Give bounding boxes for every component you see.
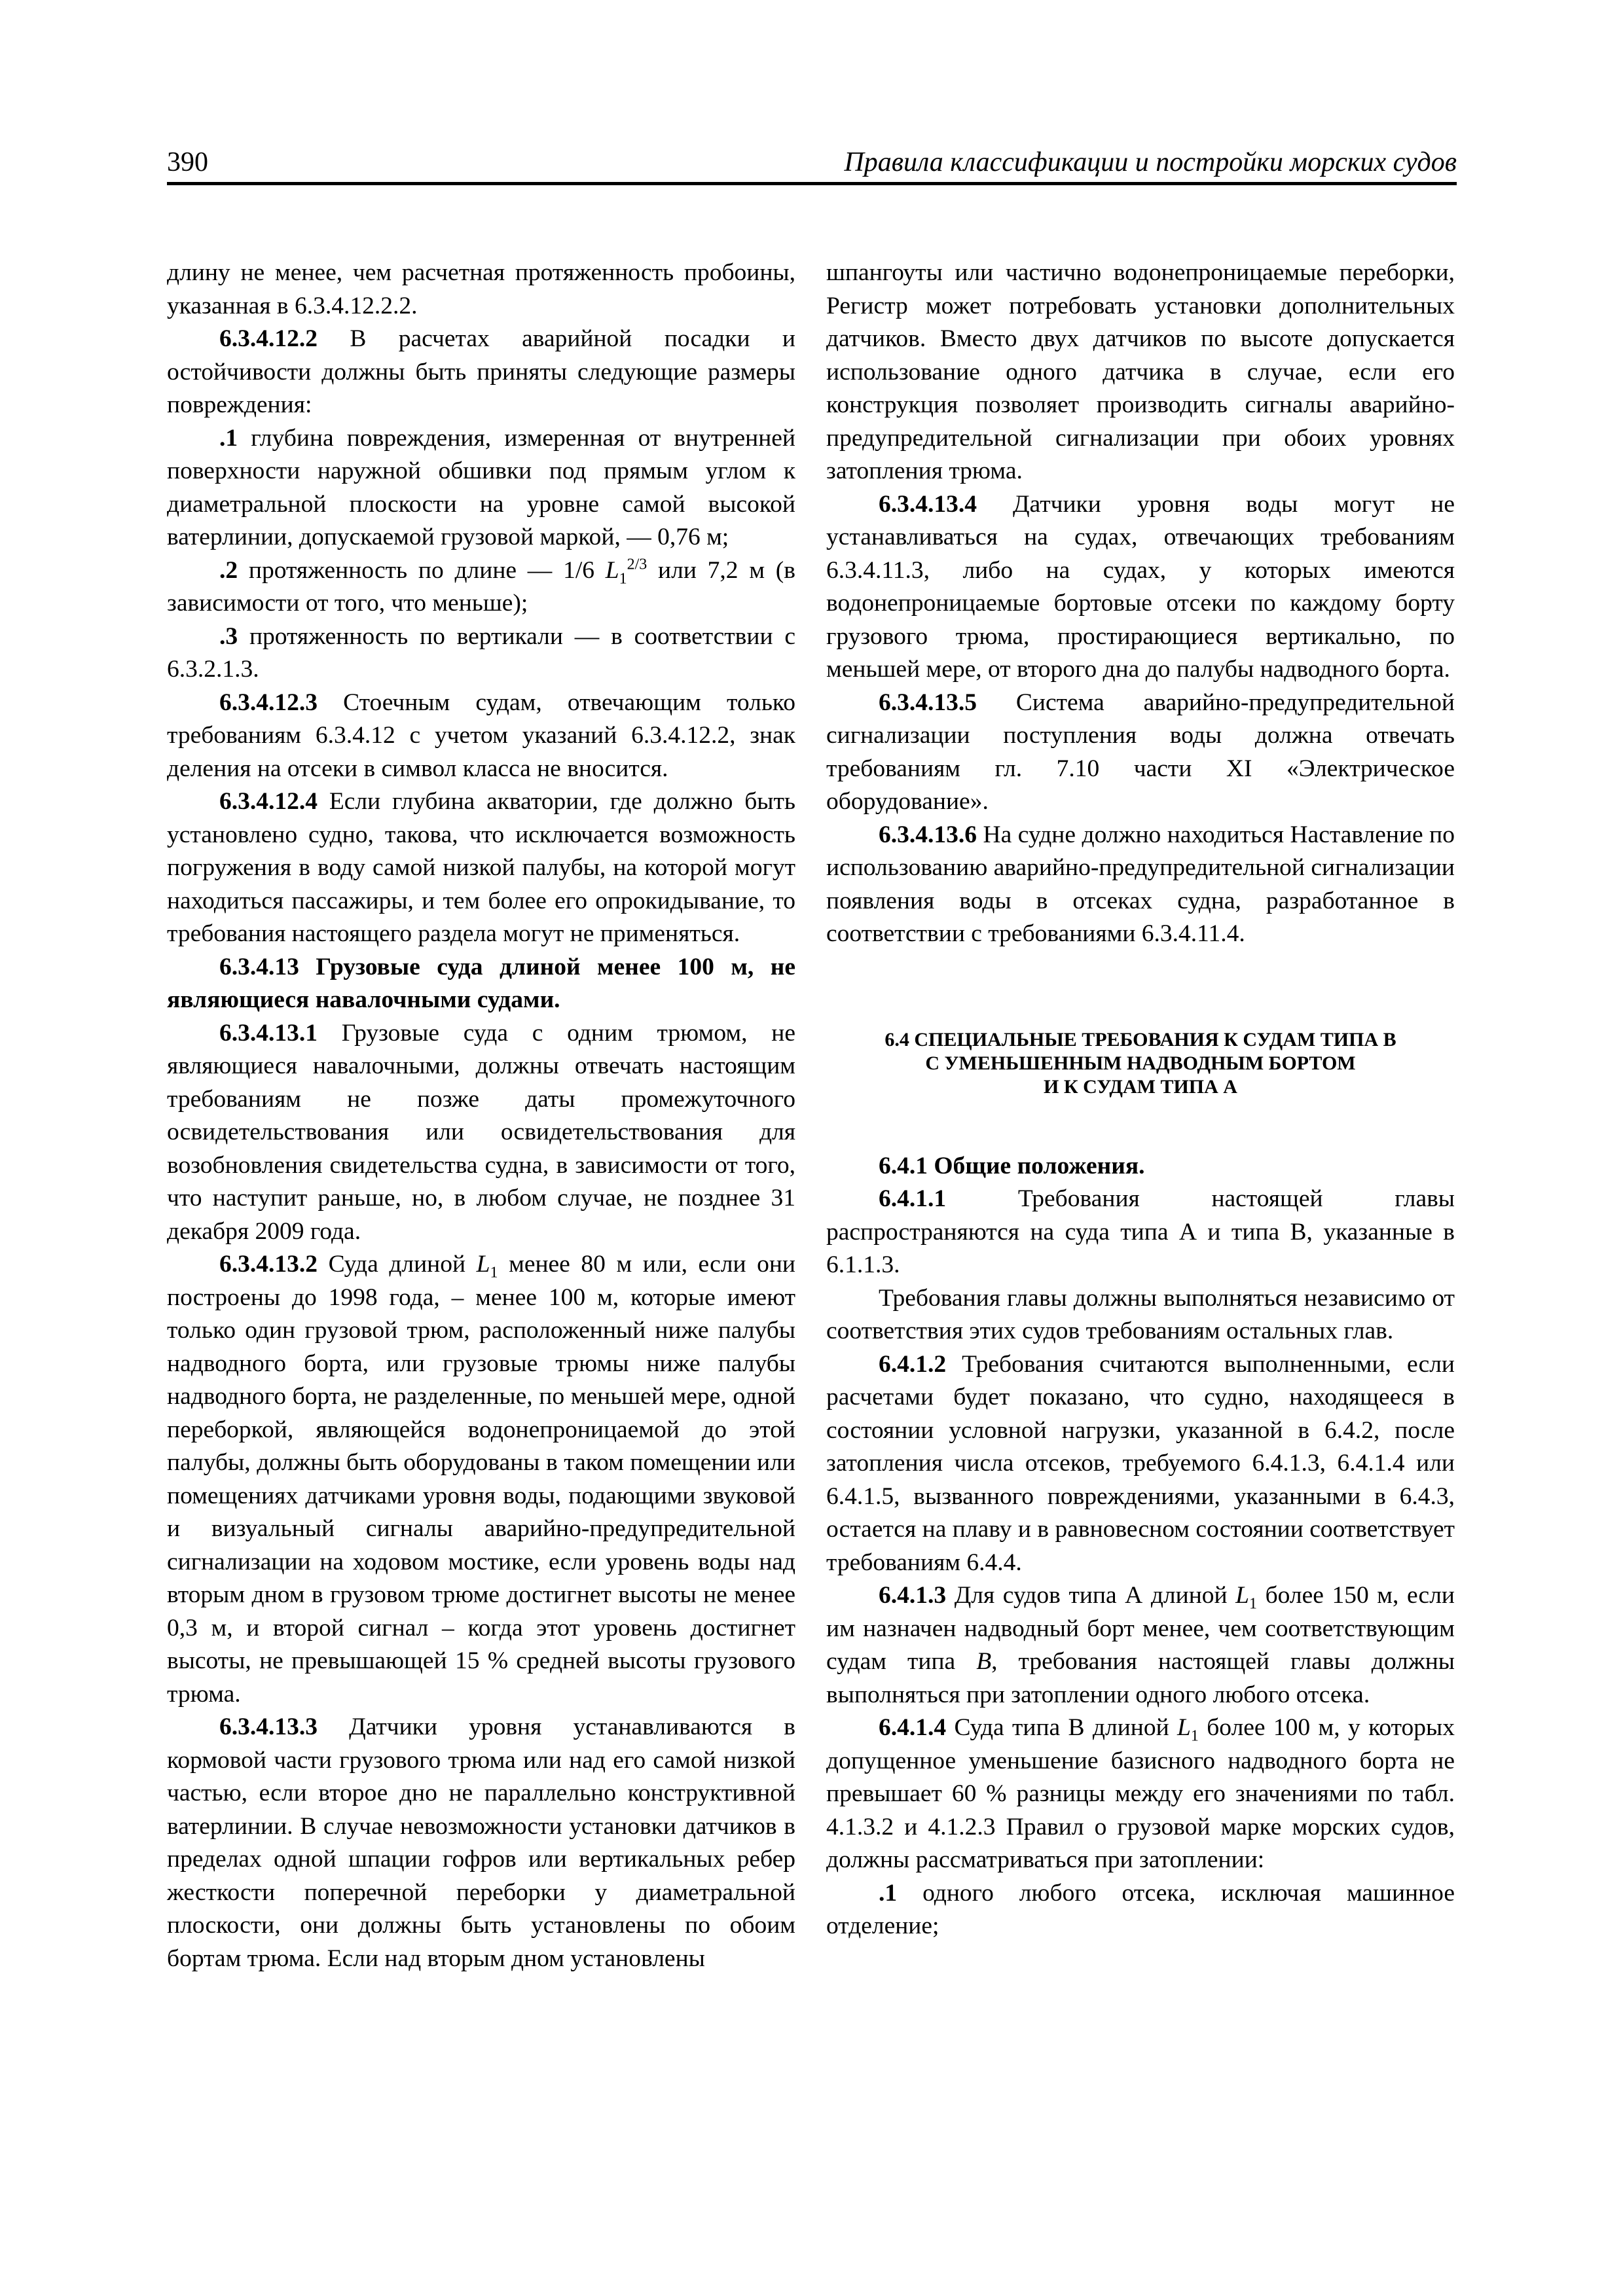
clause-number: 6.3.4.13.5 [879,689,977,716]
item-number: .3 [219,622,238,650]
paragraph: 6.3.4.12.3 Стоечным судам, отвечающим только требованиям 6.3.4.12 с учетом указаний 6.3.4.12.2, знак деления на отсеки в символ класса не вносится. [167,689,795,782]
list-item: .3 протяженность по вертикали — в соответствии с 6.3.2.1.3. [167,622,795,683]
page-number: 390 [167,147,208,177]
paragraph: 6.3.4.12.2 В расчетах аварийной посадки и остойчивости должны быть приняты следующие размеры повреждения: [167,325,795,418]
paragraph: 6.3.4.13.6 На судне должно находиться Наставление по использованию аварийно-предупредительной сигнализации появления воды в отсеках судна, разработанное в соответствии с требованиями 6.3.4.11.4. [826,821,1455,947]
paragraph: шпангоуты или частично водонепроницаемые переборки, Регистр может потребовать установки дополнительных датчиков. Вместо двух датчиков по высоте допускается использование одного датчика в случае, если его конструкция позволяет производить сигналы аварийно-предупредительной сигнализации при обоих уровнях затопления трюма. [826,259,1455,484]
item-number: .2 [219,556,238,584]
section-heading-line: 6.4 СПЕЦИАЛЬНЫЕ ТРЕБОВАНИЯ К СУДАМ ТИПА B [884,1028,1396,1050]
paragraph: 6.4.1.3 Для судов типа А длиной $L_1$ более 150 м, если им назначен надводный борт менее, чем соответствующим судам типа B, требования настоящей главы должны выполняться при затоплении одного любого отсека. [826,1582,1455,1708]
section-heading [826,1028,1455,1099]
clause-number: 6.3.4.13.6 [879,821,977,848]
clause-number: 6.4.1.2 [879,1350,947,1378]
clause-number: 6.3.4.12.4 [219,788,318,815]
right-column [826,257,1455,1943]
paragraph: 6.3.4.13.3 Датчики уровня устанавливаются в кормовой части грузового трюма или над его самой низкой частью, если второе дно не параллельно конструктивной ватерлинии. В случае невозможности установки датчиков в пределах одной шпации гофров или вертикальных ребер жесткости поперечной переборки у диаметральной плоскости, они должны быть установлены по обоим бортам трюма. Если над вторым дном установлены [167,1713,795,1972]
section-heading-line: С УМЕНЬШЕННЫМ НАДВОДНЫМ БОРТОМ [925,1052,1356,1074]
paragraph: 6.3.4.13.2 Суда длиной $L_1$ менее 80 м или, если они построены до 1998 года, – менее 100 м, которые имеют только один грузовой трюм, расположенный ниже палубы надводного борта, или грузовые трюмы ниже палубы надводного борта, не разделенные, по меньшей мере, одной переборкой, являющейся водонепроницаемой до этой палубы, должны быть оборудованы в таком помещении или помещениях датчиками уровня воды, подающими звуковой и визуальный сигналы аварийно-предупредительной сигнализации на ходовом мостике, если уровень воды над вторым дном в грузовом трюме достигнет высоты не менее 0,3 м, и второй сигнал – когда этот уровень достигнет высоты, не превышающей 15 % средней высоты грузового трюма. [167,1251,795,1708]
paragraph: 6.3.4.12.4 Если глубина акватории, где должно быть установлено судно, такова, что исключается возможность погружения в воду самой низкой палубы, на которой могут находиться пассажиры, и тем более его опрокидывание, то требования настоящего раздела могут не применяться. [167,788,795,947]
subsection-heading: 6.3.4.13 Грузовые суда длиной менее 100 м, не являющиеся навалочными судами. [167,953,795,1013]
clause-number: 6.4.1.4 [879,1714,947,1741]
item-number: .1 [219,424,238,452]
running-title: Правила классификации и постройки морских судов [844,147,1457,177]
list-item: .1 одного любого отсека, исключая машинное отделение; [826,1879,1455,1939]
paragraph: длину не менее, чем расчетная протяженность пробоины, указанная в 6.3.4.12.2.2. [167,259,795,319]
paragraph: 6.4.1.2 Требования считаются выполненными, если расчетами будет показано, что судно, находящееся в состоянии условной нагрузки, указанной в 6.4.2, после затопления числа отсеков, требуемого 6.4.1.3, 6.4.1.4 или 6.4.1.5, вызванного повреждениями, указанными в 6.4.3, остается на плаву и в равновесном состоянии соответствует требованиям 6.4.4. [826,1350,1455,1576]
paragraph: Требования главы должны выполняться независимо от соответствия этих судов требованиям остальных глав. [826,1284,1455,1344]
clause-number: 6.3.4.12.3 [219,689,318,716]
clause-number: 6.3.4.13.4 [879,490,977,518]
item-number: .1 [879,1879,898,1907]
paragraph: 6.3.4.13.4 Датчики уровня воды могут не устанавливаться на судах, отвечающих требованиям 6.3.4.11.3, либо на судах, у которых имеются водонепроницаемые бортовые отсеки по каждому борту грузового трюма, простирающиеся вертикально, по меньшей мере, от второго дна до палубы надводного борта. [826,490,1455,683]
clause-number: 6.3.4.13.1 [219,1019,318,1047]
paragraph: 6.3.4.13.1 Грузовые суда с одним трюмом, не являющиеся навалочными, должны отвечать настоящим требованиям не позже даты промежуточного освидетельствования или освидетельствования для возобновления свидетельства судна, в зависимости от того, что наступит раньше, но, в любом случае, не позднее 31 декабря 2009 года. [167,1019,795,1245]
section-heading-line: И К СУДАМ ТИПА А [1044,1075,1237,1098]
clause-number: 6.4.1.3 [879,1582,947,1609]
paragraph: 6.4.1.1 Требования настоящей главы распространяются на суда типа А и типа В, указанные в 6.1.1.3. [826,1185,1455,1278]
clause-number: 6.3.4.12.2 [219,325,318,352]
list-item: .1 глубина повреждения, измеренная от внутренней поверхности наружной обшивки под прямым углом к диаметральной плоскости на уровне самой высокой ватерлинии, допускаемой грузовой маркой, — 0,76 м; [167,424,795,550]
left-column [167,257,795,1975]
clause-number: 6.3.4.13.2 [219,1251,318,1278]
page-header [167,143,1457,185]
subsection-heading: 6.4.1 Общие положения. [879,1152,1145,1179]
list-item: .2 протяженность по длине — 1/6 $L_1^{2/3}$ или 7,2 м (в зависимости от того, что меньше); [167,556,796,617]
clause-number: 6.3.4.13.3 [219,1713,318,1740]
paragraph: 6.4.1.4 Суда типа В длиной $L_1$ более 100 м, у которых допущенное уменьшение базисного надводного борта не превышает 60 % разницы между его значениями по табл. 4.1.3.2 и 4.1.2.3 Правил о грузовой марке морских судов, должны рассматриваться при затоплении: [826,1714,1455,1873]
paragraph: 6.3.4.13.5 Система аварийно-предупредительной сигнализации поступления воды должна отвечать требованиям гл. 7.10 части XI «Электрическое оборудование». [826,689,1455,815]
clause-number: 6.4.1.1 [879,1185,947,1212]
